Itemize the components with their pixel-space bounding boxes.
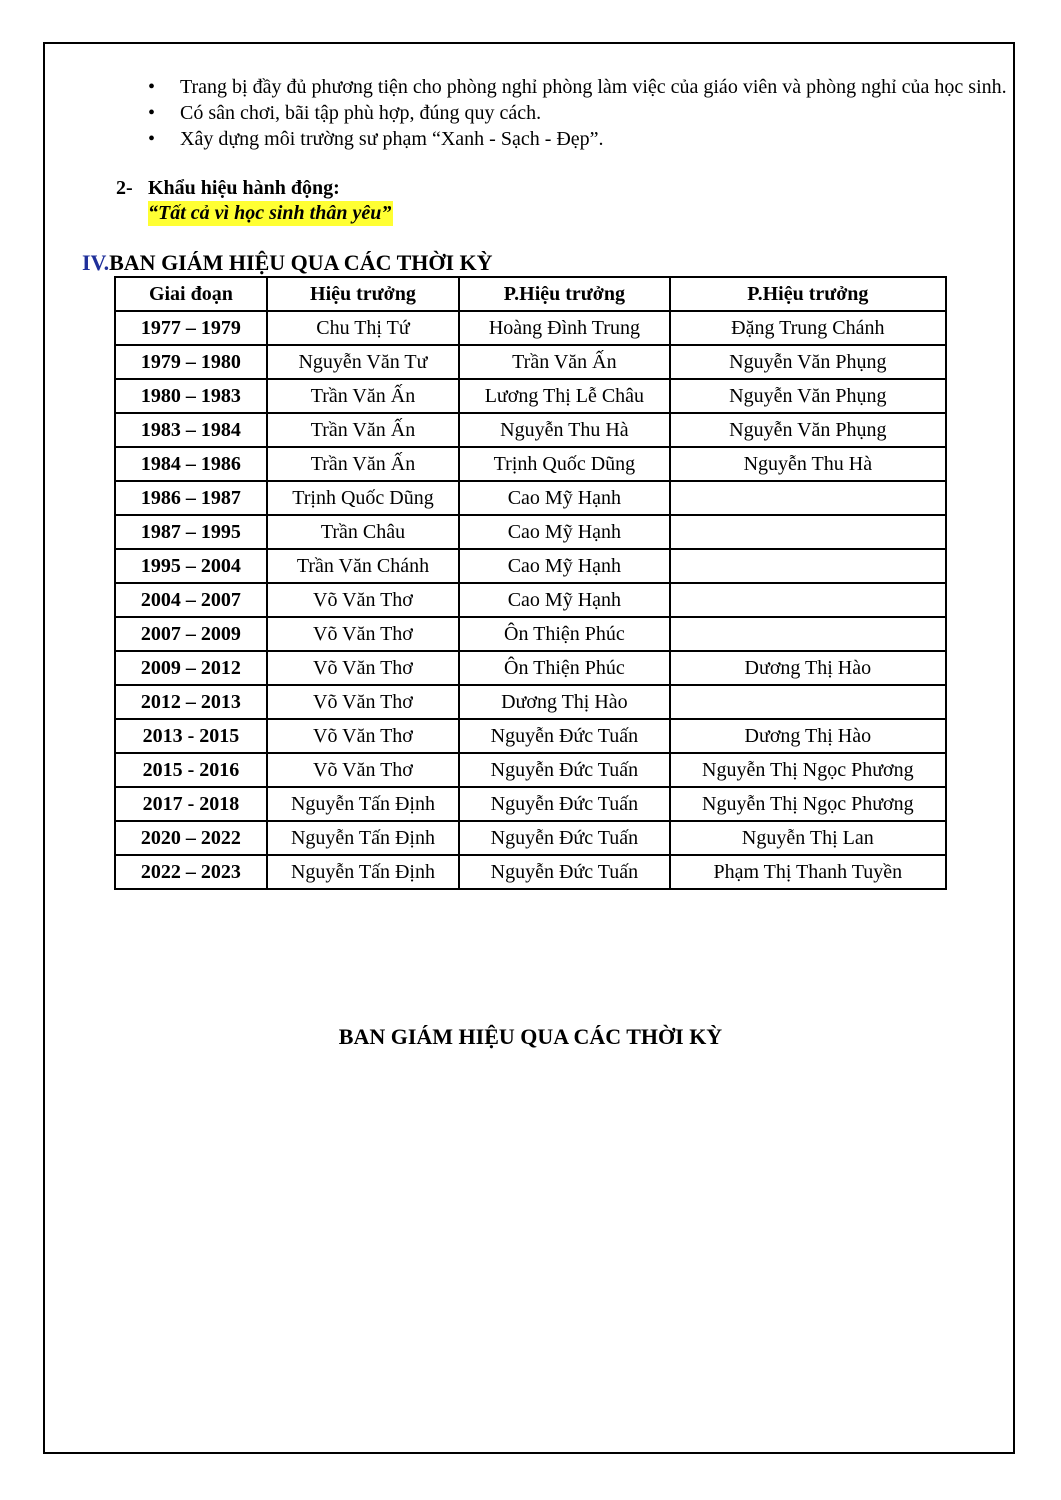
cell-vice-principal-1: Nguyễn Thu Hà [459, 413, 670, 447]
cell-vice-principal-2: Nguyễn Thị Ngọc Phương [670, 787, 946, 821]
cell-principal: Trần Châu [267, 515, 459, 549]
bullet-text: Có sân chơi, bãi tập phù hợp, đúng quy cách. [180, 102, 542, 124]
cell-vice-principal-2 [670, 617, 946, 651]
cell-period: 2020 – 2022 [115, 821, 267, 855]
cell-principal: Trịnh Quốc Dũng [267, 481, 459, 515]
cell-vice-principal-2 [670, 481, 946, 515]
cell-vice-principal-1: Ôn Thiện Phúc [459, 617, 670, 651]
table-row [115, 413, 946, 447]
cell-period: 1984 – 1986 [115, 447, 267, 481]
cell-principal: Võ Văn Thơ [267, 651, 459, 685]
cell-vice-principal-2: Nguyễn Văn Phụng [670, 413, 946, 447]
cell-principal: Trần Văn Ấn [267, 447, 459, 481]
header-vice-principal-2: P.Hiệu trưởng [670, 277, 946, 311]
table-row [115, 311, 946, 345]
bullet-text: Xây dựng môi trường sư phạm “Xanh - Sạch - Đẹp”. [180, 128, 604, 150]
table-row [115, 481, 946, 515]
cell-vice-principal-2 [670, 685, 946, 719]
slogan-heading [116, 176, 393, 201]
slogan-text: “Tất cả vì học sinh thân yêu” [148, 202, 392, 224]
cell-vice-principal-2: Nguyễn Thu Hà [670, 447, 946, 481]
cell-vice-principal-1: Lương Thị Lễ Châu [459, 379, 670, 413]
cell-vice-principal-1: Cao Mỹ Hạnh [459, 515, 670, 549]
bullet-item [148, 74, 1010, 100]
cell-vice-principal-1: Hoàng Đình Trung [459, 311, 670, 345]
cell-vice-principal-1: Dương Thị Hào [459, 685, 670, 719]
cell-principal: Võ Văn Thơ [267, 753, 459, 787]
cell-principal: Võ Văn Thơ [267, 685, 459, 719]
table-body [115, 311, 946, 889]
cell-vice-principal-1: Nguyễn Đức Tuấn [459, 855, 670, 889]
cell-principal: Trần Văn Ấn [267, 379, 459, 413]
table-row [115, 685, 946, 719]
cell-period: 2004 – 2007 [115, 583, 267, 617]
cell-period: 1987 – 1995 [115, 515, 267, 549]
table-row [115, 719, 946, 753]
section-title [82, 250, 493, 276]
cell-period: 1986 – 1987 [115, 481, 267, 515]
cell-vice-principal-1: Nguyễn Đức Tuấn [459, 787, 670, 821]
cell-period: 2013 - 2015 [115, 719, 267, 753]
cell-principal: Chu Thị Tứ [267, 311, 459, 345]
slogan-heading-text: Khẩu hiệu hành động: [148, 177, 340, 199]
section-title-text: BAN GIÁM HIỆU QUA CÁC THỜI KỲ [109, 250, 493, 275]
bullet-item [148, 100, 1010, 126]
cell-principal: Trần Văn Chánh [267, 549, 459, 583]
table-row [115, 617, 946, 651]
cell-principal: Trần Văn Ấn [267, 413, 459, 447]
cell-vice-principal-2: Nguyễn Văn Phụng [670, 345, 946, 379]
cell-period: 1979 – 1980 [115, 345, 267, 379]
cell-vice-principal-1: Cao Mỹ Hạnh [459, 549, 670, 583]
cell-period: 2015 - 2016 [115, 753, 267, 787]
cell-vice-principal-2: Nguyễn Thị Lan [670, 821, 946, 855]
cell-principal: Nguyễn Tấn Định [267, 855, 459, 889]
cell-vice-principal-2: Đặng Trung Chánh [670, 311, 946, 345]
bullet-item [148, 126, 1010, 152]
table-row [115, 379, 946, 413]
table-row [115, 345, 946, 379]
cell-period: 2022 – 2023 [115, 855, 267, 889]
cell-period: 1977 – 1979 [115, 311, 267, 345]
cell-vice-principal-1: Trịnh Quốc Dũng [459, 447, 670, 481]
table-row [115, 549, 946, 583]
cell-vice-principal-1: Cao Mỹ Hạnh [459, 583, 670, 617]
table-row [115, 787, 946, 821]
bullet-dot-icon: • [148, 128, 156, 150]
section-roman-numeral: IV. [82, 250, 110, 275]
cell-vice-principal-1: Trần Văn Ấn [459, 345, 670, 379]
cell-principal: Võ Văn Thơ [267, 719, 459, 753]
cell-vice-principal-2: Nguyễn Thị Ngọc Phương [670, 753, 946, 787]
table-row [115, 821, 946, 855]
table-header-row [115, 277, 946, 311]
cell-vice-principal-1: Nguyễn Đức Tuấn [459, 821, 670, 855]
cell-principal: Võ Văn Thơ [267, 583, 459, 617]
table-row [115, 651, 946, 685]
cell-vice-principal-2: Dương Thị Hào [670, 651, 946, 685]
cell-period: 2017 - 2018 [115, 787, 267, 821]
cell-vice-principal-2: Nguyễn Văn Phụng [670, 379, 946, 413]
table-row [115, 447, 946, 481]
table-row [115, 583, 946, 617]
bullet-dot-icon: • [148, 102, 156, 124]
cell-vice-principal-2 [670, 549, 946, 583]
table-row [115, 855, 946, 889]
cell-vice-principal-2: Phạm Thị Thanh Tuyền [670, 855, 946, 889]
table-row [115, 515, 946, 549]
cell-vice-principal-1: Nguyễn Đức Tuấn [459, 753, 670, 787]
cell-period: 1980 – 1983 [115, 379, 267, 413]
bullet-text: Trang bị đầy đủ phương tiện cho phòng nghỉ phòng làm việc của giáo viên và phòng nghỉ của học sinh. [180, 76, 1007, 98]
header-vice-principal-1: P.Hiệu trưởng [459, 277, 670, 311]
cell-period: 2009 – 2012 [115, 651, 267, 685]
cell-period: 2012 – 2013 [115, 685, 267, 719]
cell-vice-principal-1: Ôn Thiện Phúc [459, 651, 670, 685]
cell-period: 2007 – 2009 [115, 617, 267, 651]
board-history-table [114, 276, 947, 890]
slogan-number: 2- [116, 177, 133, 199]
cell-period: 1995 – 2004 [115, 549, 267, 583]
cell-principal: Nguyễn Văn Tư [267, 345, 459, 379]
slogan-block [116, 176, 393, 226]
cell-principal: Võ Văn Thơ [267, 617, 459, 651]
cell-vice-principal-1: Nguyễn Đức Tuấn [459, 719, 670, 753]
cell-vice-principal-2: Dương Thị Hào [670, 719, 946, 753]
cell-period: 1983 – 1984 [115, 413, 267, 447]
bullet-list [148, 74, 1010, 152]
table-row [115, 753, 946, 787]
header-period: Giai đoạn [115, 277, 267, 311]
bullet-dot-icon: • [148, 76, 156, 98]
cell-vice-principal-2 [670, 583, 946, 617]
header-principal: Hiệu trưởng [267, 277, 459, 311]
cell-vice-principal-1: Cao Mỹ Hạnh [459, 481, 670, 515]
cell-vice-principal-2 [670, 515, 946, 549]
cell-principal: Nguyễn Tấn Định [267, 787, 459, 821]
bottom-title: BAN GIÁM HIỆU QUA CÁC THỜI KỲ [338, 1024, 723, 1049]
cell-principal: Nguyễn Tấn Định [267, 821, 459, 855]
